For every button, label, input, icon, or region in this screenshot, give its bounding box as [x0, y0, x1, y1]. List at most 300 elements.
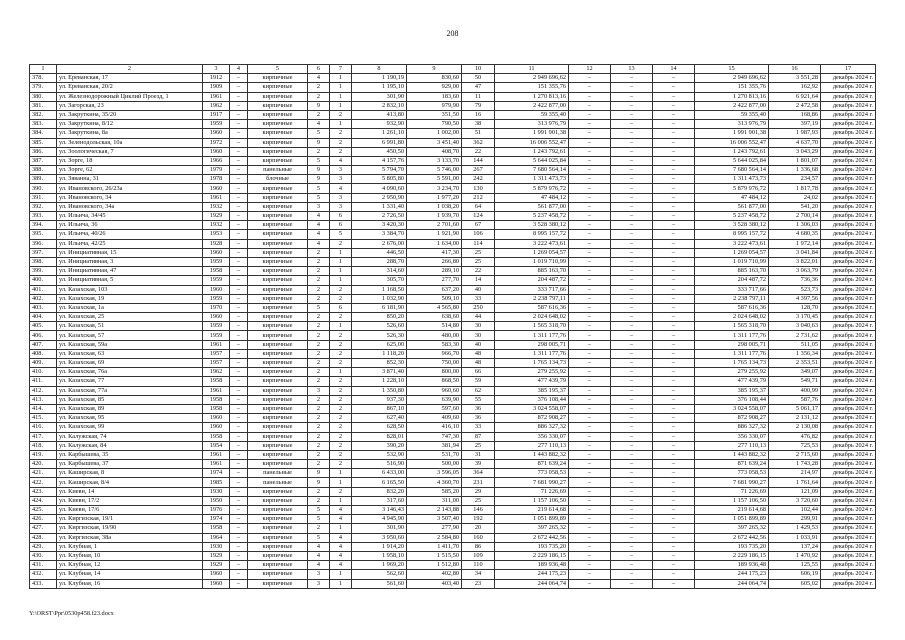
table-cell: 2 700,14: [769, 212, 821, 221]
table-cell: 1961: [203, 460, 230, 469]
table-cell: 301,90: [352, 92, 407, 101]
table-cell: 3 043,29: [769, 147, 821, 156]
table-cell: –: [569, 239, 611, 248]
page-number: 208: [446, 29, 459, 38]
table-cell: 509,10: [407, 294, 462, 303]
table-cell: 1: [330, 83, 352, 92]
table-cell: –: [611, 313, 653, 322]
table-cell: 430.: [30, 551, 57, 560]
table-cell: –: [569, 469, 611, 478]
table-row: [30, 506, 876, 515]
table-cell: 583,30: [407, 340, 462, 349]
table-cell: 2: [330, 423, 352, 432]
table-cell: 2: [308, 423, 330, 432]
table-row: [30, 542, 876, 551]
table-cell: ул. Инициативная, 47: [57, 267, 203, 276]
table-cell: –: [230, 313, 248, 322]
table-cell: 1959: [203, 257, 230, 266]
table-cell: 1 311 177,76: [695, 349, 769, 358]
table-cell: декабрь 2024 г.: [821, 92, 876, 101]
table-cell: –: [611, 212, 653, 221]
table-cell: 2: [330, 377, 352, 386]
table-cell: –: [653, 147, 695, 156]
table-cell: 2 422 877,00: [695, 101, 769, 110]
table-cell: декабрь 2024 г.: [821, 248, 876, 257]
table-row: [30, 469, 876, 478]
table-cell: 750,00: [407, 359, 462, 368]
table-cell: 2: [308, 524, 330, 533]
table-cell: 62: [462, 386, 495, 395]
table-cell: 160: [462, 533, 495, 542]
table-cell: кирпичные: [248, 496, 308, 505]
table-cell: декабрь 2024 г.: [821, 561, 876, 570]
table-cell: декабрь 2024 г.: [821, 432, 876, 441]
table-cell: 2: [330, 432, 352, 441]
table-cell: –: [569, 120, 611, 129]
table-cell: 298 005,71: [495, 340, 569, 349]
table-cell: 3 528 380,12: [495, 221, 569, 230]
table-cell: –: [230, 110, 248, 119]
table-cell: декабрь 2024 г.: [821, 386, 876, 395]
table-row: [30, 303, 876, 312]
table-cell: 2 584,80: [407, 533, 462, 542]
table-cell: 1959: [203, 322, 230, 331]
table-cell: –: [611, 285, 653, 294]
table-row: [30, 487, 876, 496]
table-cell: 406.: [30, 331, 57, 340]
table-cell: –: [653, 129, 695, 138]
table-cell: 1976: [203, 506, 230, 515]
table-cell: 47 484,12: [695, 193, 769, 202]
table-cell: 379.: [30, 83, 57, 92]
table-cell: 531,70: [407, 450, 462, 459]
table-cell: 244 064,74: [495, 579, 569, 588]
table-cell: –: [611, 533, 653, 542]
table-cell: –: [611, 423, 653, 432]
table-cell: 9: [308, 469, 330, 478]
table-cell: 2: [330, 239, 352, 248]
table-cell: 832,20: [352, 487, 407, 496]
table-cell: 38: [462, 120, 495, 129]
table-cell: –: [653, 313, 695, 322]
table-cell: 33: [462, 423, 495, 432]
table-cell: –: [611, 432, 653, 441]
table-cell: –: [230, 101, 248, 110]
table-cell: –: [611, 496, 653, 505]
table-cell: 1958: [203, 395, 230, 404]
table-cell: –: [230, 515, 248, 524]
table-cell: –: [611, 267, 653, 276]
table-cell: 362: [462, 138, 495, 147]
table-cell: 1954: [203, 441, 230, 450]
table-cell: –: [569, 349, 611, 358]
table-cell: 417,30: [407, 248, 462, 257]
table-cell: ул. Ереванская, 17: [57, 74, 203, 83]
table-cell: ул. Киевн, 17/2: [57, 496, 203, 505]
column-header: 14: [653, 65, 695, 74]
table-cell: кирпичные: [248, 239, 308, 248]
table-cell: декабрь 2024 г.: [821, 184, 876, 193]
table-cell: 3 222 473,61: [695, 239, 769, 248]
table-cell: 3 551,28: [769, 74, 821, 83]
table-cell: 2: [330, 313, 352, 322]
table-cell: 397.: [30, 248, 57, 257]
table-cell: 2 731,62: [769, 331, 821, 340]
table-cell: 4 090,60: [352, 184, 407, 193]
table-cell: 1 470,92: [769, 551, 821, 560]
table-cell: 2: [308, 92, 330, 101]
table-cell: 3: [330, 166, 352, 175]
table-cell: декабрь 2024 г.: [821, 533, 876, 542]
table-cell: –: [569, 257, 611, 266]
table-cell: 2 229 186,15: [495, 551, 569, 560]
table-cell: кирпичные: [248, 377, 308, 386]
table-cell: ул. Казахская, 85: [57, 395, 203, 404]
table-cell: ул. Зяванна, 31: [57, 175, 203, 184]
table-cell: 1 051 899,89: [495, 515, 569, 524]
table-cell: –: [569, 404, 611, 413]
table-cell: 1 969,20: [352, 561, 407, 570]
table-cell: 1985: [203, 478, 230, 487]
table-cell: 4 360,70: [407, 478, 462, 487]
table-cell: 3 133,70: [407, 156, 462, 165]
table-cell: –: [230, 267, 248, 276]
table-cell: –: [569, 377, 611, 386]
table-cell: ул. Клубная, 14: [57, 570, 203, 579]
table-cell: декабрь 2024 г.: [821, 285, 876, 294]
table-cell: –: [569, 368, 611, 377]
table-cell: 14: [462, 276, 495, 285]
table-cell: 48: [462, 349, 495, 358]
table-cell: 25: [462, 248, 495, 257]
table-cell: 1961: [203, 450, 230, 459]
table-cell: –: [569, 221, 611, 230]
table-cell: –: [230, 404, 248, 413]
table-cell: 523,73: [769, 285, 821, 294]
table-cell: –: [230, 120, 248, 129]
table-cell: 6: [330, 303, 352, 312]
table-cell: ул. Зорге, 18: [57, 156, 203, 165]
table-cell: 4: [330, 184, 352, 193]
table-cell: кирпичные: [248, 230, 308, 239]
table-cell: –: [611, 230, 653, 239]
table-cell: –: [569, 285, 611, 294]
table-cell: 349,07: [769, 368, 821, 377]
table-cell: –: [611, 193, 653, 202]
table-cell: –: [653, 101, 695, 110]
table-row: [30, 460, 876, 469]
table-cell: декабрь 2024 г.: [821, 267, 876, 276]
table-row: [30, 579, 876, 588]
table-cell: 432.: [30, 570, 57, 579]
table-cell: –: [569, 551, 611, 560]
table-cell: 2: [308, 460, 330, 469]
table-cell: ул. Ивановского, 26/23а: [57, 184, 203, 193]
table-cell: 6: [330, 212, 352, 221]
table-cell: 2: [330, 349, 352, 358]
table-cell: 2: [330, 294, 352, 303]
column-header: 17: [821, 65, 876, 74]
table-cell: –: [569, 450, 611, 459]
table-cell: 1 157 106,50: [695, 496, 769, 505]
table-row: [30, 359, 876, 368]
table-cell: –: [653, 404, 695, 413]
table-cell: –: [611, 404, 653, 413]
table-cell: ул. Казахская, 77: [57, 377, 203, 386]
table-cell: ул. Казахская, 19: [57, 294, 203, 303]
table-cell: –: [653, 202, 695, 211]
table-cell: 50: [462, 74, 495, 83]
table-cell: 356 330,07: [695, 432, 769, 441]
table-cell: 1: [330, 248, 352, 257]
table-cell: декабрь 2024 г.: [821, 120, 876, 129]
table-cell: 1917: [203, 110, 230, 119]
table-cell: 409,60: [407, 414, 462, 423]
table-cell: декабрь 2024 г.: [821, 423, 876, 432]
table-cell: кирпичные: [248, 524, 308, 533]
table-cell: 109: [462, 551, 495, 560]
table-cell: 212: [462, 193, 495, 202]
table-cell: декабрь 2024 г.: [821, 460, 876, 469]
table-cell: 3 024 558,07: [495, 404, 569, 413]
table-cell: 3 596,05: [407, 469, 462, 478]
table-cell: 1 977,20: [407, 193, 462, 202]
table-cell: –: [230, 395, 248, 404]
table-cell: кирпичные: [248, 322, 308, 331]
table-cell: 4: [308, 561, 330, 570]
table-cell: –: [230, 92, 248, 101]
table-cell: –: [653, 542, 695, 551]
table-cell: 33: [462, 294, 495, 303]
table-cell: 850,20: [352, 313, 407, 322]
table-cell: 382.: [30, 110, 57, 119]
table-cell: 1 270 813,16: [695, 92, 769, 101]
table-cell: 400,99: [769, 386, 821, 395]
table-row: [30, 156, 876, 165]
table-row: [30, 175, 876, 184]
table-cell: 6 433,00: [352, 469, 407, 478]
table-cell: 587 616,36: [695, 303, 769, 312]
table-cell: 8 995 157,72: [695, 230, 769, 239]
table-cell: 790,50: [407, 120, 462, 129]
table-cell: 16: [462, 110, 495, 119]
table-row: [30, 349, 876, 358]
table-cell: 1 765 134,73: [495, 359, 569, 368]
table-cell: 5 061,17: [769, 404, 821, 413]
column-header: 4: [230, 65, 248, 74]
table-cell: 5: [308, 533, 330, 542]
table-cell: 1964: [203, 533, 230, 542]
table-cell: 562,60: [352, 570, 407, 579]
table-cell: 1960: [203, 579, 230, 588]
table-cell: 219 614,68: [695, 506, 769, 515]
table-cell: 311,00: [407, 496, 462, 505]
table-cell: –: [611, 414, 653, 423]
table-cell: 1970: [203, 303, 230, 312]
table-cell: ул. Клубная, 10: [57, 551, 203, 560]
table-cell: 1: [330, 579, 352, 588]
table-cell: 736,36: [769, 276, 821, 285]
table-cell: 1: [330, 267, 352, 276]
table-cell: –: [653, 83, 695, 92]
table-cell: 59 355,40: [695, 110, 769, 119]
table-cell: кирпичные: [248, 110, 308, 119]
table-cell: 5 746,00: [407, 166, 462, 175]
table-cell: 106: [462, 230, 495, 239]
table-row: [30, 147, 876, 156]
table-cell: –: [569, 524, 611, 533]
table-cell: –: [569, 212, 611, 221]
table-cell: 5: [330, 230, 352, 239]
table-cell: кирпичные: [248, 533, 308, 542]
table-cell: ул. Киевн, 14: [57, 487, 203, 496]
table-cell: кирпичные: [248, 285, 308, 294]
table-cell: 1 243 792,61: [695, 147, 769, 156]
table-cell: 5 879 976,72: [695, 184, 769, 193]
column-header: 5: [248, 65, 308, 74]
table-cell: 4: [308, 542, 330, 551]
table-cell: 2 949 696,62: [695, 74, 769, 83]
table-cell: –: [230, 469, 248, 478]
table-cell: ул. Закруткина, 35/20: [57, 110, 203, 119]
table-cell: 587 616,36: [495, 303, 569, 312]
table-cell: –: [611, 110, 653, 119]
table-cell: 231: [462, 478, 495, 487]
table-cell: 638,60: [407, 313, 462, 322]
table-cell: –: [569, 487, 611, 496]
table-cell: 2 130,08: [769, 423, 821, 432]
table-cell: –: [653, 524, 695, 533]
table-cell: ул. Казахская, 57: [57, 331, 203, 340]
table-cell: декабрь 2024 г.: [821, 359, 876, 368]
table-cell: 4: [330, 156, 352, 165]
table-cell: –: [611, 441, 653, 450]
table-cell: –: [569, 92, 611, 101]
table-cell: 3 720,60: [769, 496, 821, 505]
table-cell: 1 761,64: [769, 478, 821, 487]
table-cell: 587,76: [769, 395, 821, 404]
table-cell: –: [653, 110, 695, 119]
table-cell: 2: [330, 340, 352, 349]
table-cell: 71 226,69: [495, 487, 569, 496]
table-cell: ул. Ереванская, 20/2: [57, 83, 203, 92]
column-header: 15: [695, 65, 769, 74]
table-cell: –: [653, 92, 695, 101]
table-cell: 1958: [203, 267, 230, 276]
table-cell: –: [611, 386, 653, 395]
table-row: [30, 340, 876, 349]
table-cell: 420.: [30, 460, 57, 469]
table-cell: 3 871,40: [352, 368, 407, 377]
table-cell: 9: [308, 101, 330, 110]
table-cell: –: [230, 184, 248, 193]
table-cell: 183,60: [407, 92, 462, 101]
table-cell: 2 950,90: [352, 193, 407, 202]
table-cell: 5: [308, 156, 330, 165]
table-cell: 2: [308, 368, 330, 377]
table-row: [30, 450, 876, 459]
table-cell: 2: [330, 359, 352, 368]
table-cell: 121,09: [769, 487, 821, 496]
table-cell: 3: [330, 202, 352, 211]
table-cell: 960,60: [407, 386, 462, 395]
table-cell: –: [230, 496, 248, 505]
table-cell: 637,20: [407, 285, 462, 294]
table-cell: –: [653, 377, 695, 386]
table-cell: –: [230, 478, 248, 487]
table-cell: 6 921,64: [769, 92, 821, 101]
table-cell: 1960: [203, 248, 230, 257]
table-cell: –: [569, 138, 611, 147]
table-cell: 639,90: [407, 395, 462, 404]
table-cell: 124: [462, 212, 495, 221]
table-cell: –: [569, 267, 611, 276]
table-cell: 30: [462, 331, 495, 340]
table-cell: 1: [330, 478, 352, 487]
table-cell: 1 515,50: [407, 551, 462, 560]
table-cell: 40: [462, 340, 495, 349]
table-cell: 561 877,00: [695, 202, 769, 211]
table-cell: декабрь 2024 г.: [821, 239, 876, 248]
table-cell: 1959: [203, 294, 230, 303]
table-cell: 244 064,74: [695, 579, 769, 588]
table-cell: 427.: [30, 524, 57, 533]
table-cell: кирпичные: [248, 184, 308, 193]
table-cell: 2: [308, 496, 330, 505]
table-cell: 532,90: [352, 450, 407, 459]
table-cell: –: [569, 110, 611, 119]
table-cell: 4: [308, 239, 330, 248]
table-cell: 2: [308, 395, 330, 404]
table-cell: 2: [308, 147, 330, 156]
table-cell: кирпичные: [248, 92, 308, 101]
table-cell: 385.: [30, 138, 57, 147]
table-cell: 408.: [30, 349, 57, 358]
table-cell: 8 995 157,72: [495, 230, 569, 239]
table-cell: 561 877,00: [495, 202, 569, 211]
table-cell: 4: [308, 212, 330, 221]
table-cell: 2 715,60: [769, 450, 821, 459]
table-cell: 137,24: [769, 542, 821, 551]
table-cell: декабрь 2024 г.: [821, 368, 876, 377]
table-cell: 423.: [30, 487, 57, 496]
table-cell: 516,90: [352, 460, 407, 469]
table-cell: 102,44: [769, 506, 821, 515]
table-cell: 242: [462, 175, 495, 184]
table-cell: 549,71: [769, 377, 821, 386]
table-cell: –: [230, 524, 248, 533]
table-cell: –: [230, 276, 248, 285]
table-cell: 279 255,92: [695, 368, 769, 377]
table-cell: декабрь 2024 г.: [821, 469, 876, 478]
table-cell: 2: [308, 349, 330, 358]
table-cell: –: [611, 175, 653, 184]
table-cell: 1961: [203, 340, 230, 349]
table-cell: 3 950,60: [352, 533, 407, 542]
table-cell: –: [230, 303, 248, 312]
table-cell: 3: [308, 570, 330, 579]
table-cell: 2: [330, 129, 352, 138]
table-cell: 747,30: [407, 432, 462, 441]
table-cell: 162,92: [769, 83, 821, 92]
table-row: [30, 267, 876, 276]
table-cell: 4: [330, 533, 352, 542]
table-cell: –: [569, 129, 611, 138]
table-cell: –: [230, 193, 248, 202]
table-cell: 2: [330, 450, 352, 459]
table-cell: 412.: [30, 386, 57, 395]
table-cell: 3: [308, 386, 330, 395]
